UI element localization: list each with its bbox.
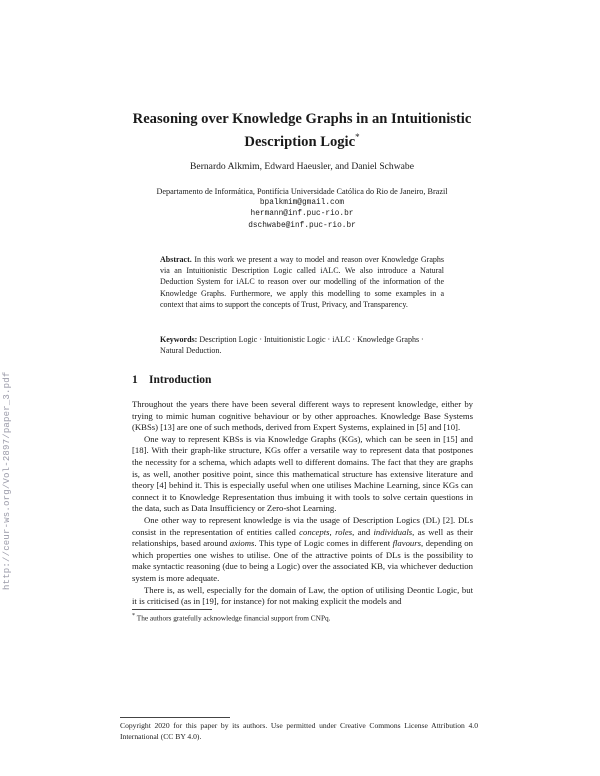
title-line-1: Reasoning over Knowledge Graphs in an Intuitionistic (132, 111, 472, 127)
section-title: Introduction (149, 374, 212, 386)
body-text (132, 399, 473, 608)
term-axioms: axioms (229, 538, 255, 549)
section-heading (132, 374, 211, 386)
abstract (160, 254, 444, 310)
footnote-rule (132, 609, 212, 610)
abstract-label: Abstract. (160, 255, 192, 264)
term-individuals: individuals (373, 526, 413, 537)
term-concepts: concepts (299, 526, 330, 537)
email-1: bpalkmim@gmail.com (259, 198, 345, 207)
abstract-text: In this work we present a way to model and reason over Knowledge Graphs via an Intuitionistic Description Logic called iALC. We also introduce a Natural Deduction System for iALC to reason over our modelling of the information of the Knowledge Graphs. Furthermore, we apply this modelling to some examples in a context that aims to support the concepts of Trust, Privacy, and Transparency. (160, 255, 444, 309)
copyright-rule (120, 717, 230, 718)
keywords (160, 334, 444, 356)
term-flavours: flavours (392, 538, 422, 549)
paragraph-3: One other way to represent knowledge is via the usage of Description Logics (DL) [2]. DLs consist in the representation of entities called concepts, roles, and individuals, as well as their relationships, based around axioms. This type of Logic comes in different flavours, depending on which properties one wishes to utilise. One of the attractive points of DLs is the possibility to make syntactic reasoning (due to being a Logic) over the associated KB, via whichever deduction system is more adequate. (132, 514, 474, 583)
keywords-text: Description Logic · Intuitionistic Logic · iALC · Knowledge Graphs · Natural Deduction. (160, 335, 424, 356)
title-line-2: Description Logic (244, 133, 356, 150)
affiliation (100, 186, 504, 232)
title-footnote-mark: * (355, 132, 360, 142)
paragraph-4: There is, as well, especially for the domain of Law, the option of utilising Deontic Logic, but it is criticised (as in [19], for instance) for not making explicit the models and (132, 584, 473, 607)
side-identifier: http://ceur-ws.org/Vol-2897/paper_3.pdf (2, 371, 12, 590)
paragraph-2: One way to represent KBSs is via Knowledge Graphs (KGs), which can be seen in [15] and [18]. With their graph-like structure, KGs offer a versatile way to represent data that postpones the necessity for a schema, which adapts well to different domains. The fact that they are graphs is, as well, another positive point, since this mathematical structure has extensive literature and theory [4] behind it. This is especially useful when one utilises Machine Learning, since KGs can connect it to Knowledge Representation thus imbuing it with tools to solve certain questions in the data, such as Data Insufficiency or Zero-shot Learning. (132, 433, 473, 514)
footnote-mark: * (132, 613, 136, 619)
email-3: dschwabe@inf.puc-rio.br (248, 221, 356, 230)
paper-title (100, 110, 504, 151)
copyright-notice: Copyright 2020 for this paper by its authors. Use permitted under Creative Commons License Attribution 4.0 International (CC BY 4.0). (120, 721, 478, 741)
footnote (132, 613, 473, 622)
paragraph-1: Throughout the years there have been several different ways to represent knowledge, either by trying to mimic human cognitive behaviour or by other approaches. Knowledge Base Systems (KBSs) [13] are one of such methods, derived from Expert Systems, explained in [5] and [10]. (132, 399, 473, 433)
authors: Bernardo Alkmim, Edward Haeusler, and Daniel Schwabe (190, 161, 414, 172)
institution: Departamento de Informática, Pontifícia Universidade Católica do Rio de Janeiro, Brazil (156, 187, 448, 196)
keywords-label: Keywords: (160, 335, 198, 344)
section-number: 1 (132, 374, 138, 386)
email-2: hermann@inf.puc-rio.br (250, 210, 354, 218)
term-roles: roles (335, 526, 353, 537)
footnote-text: The authors gratefully acknowledge financial support from CNPq. (136, 613, 331, 623)
